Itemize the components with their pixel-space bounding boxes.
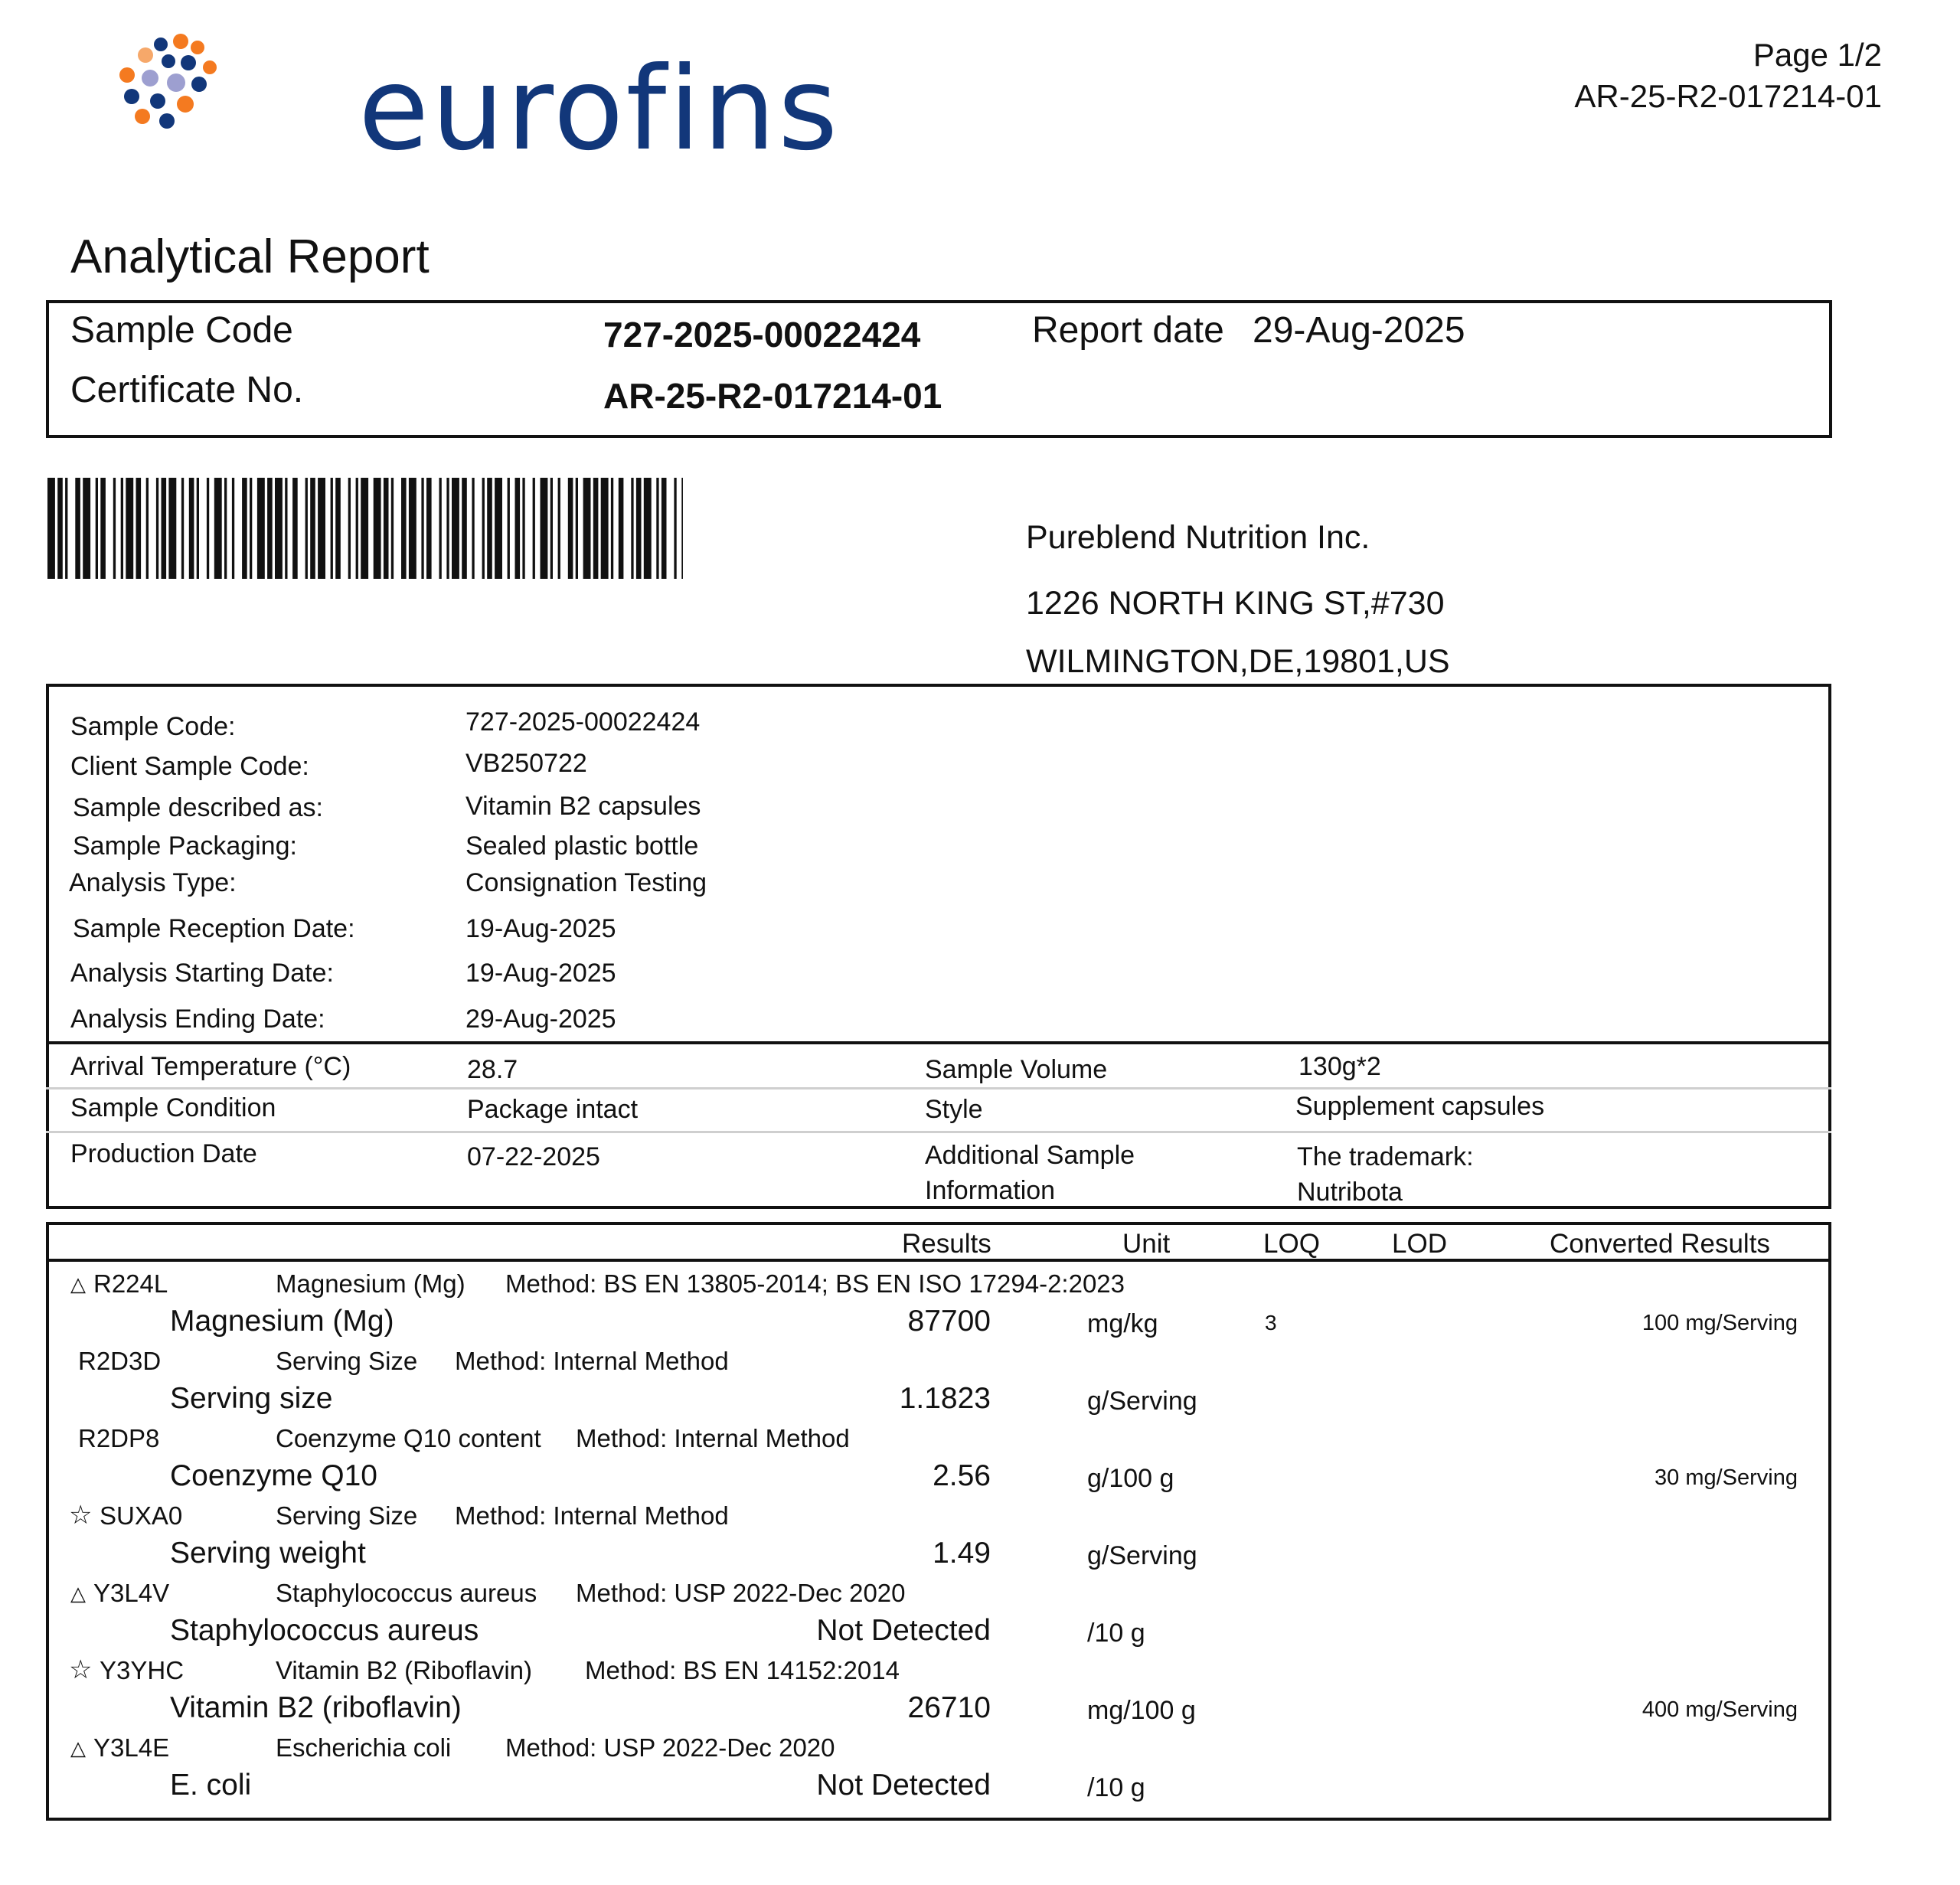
result-value: 1.1823	[899, 1382, 991, 1415]
production-date-value: 07-22-2025	[467, 1142, 600, 1171]
document-id: AR-25-R2-017214-01	[1574, 78, 1882, 114]
client-address-line1: 1226 NORTH KING ST,#730	[1026, 585, 1445, 622]
header-converted-results: Converted Results	[1550, 1229, 1770, 1259]
sample-condition-label: Sample Condition	[70, 1093, 276, 1122]
triangle-marker-icon: △	[70, 1736, 86, 1759]
sample-volume-value: 130g*2	[1298, 1052, 1381, 1081]
barcode-bar	[681, 478, 683, 579]
barcode-bar	[674, 478, 676, 579]
header-results: Results	[902, 1229, 991, 1259]
barcode-bar	[189, 478, 194, 579]
barcode-bar	[583, 478, 591, 579]
parameter-name: E. coli	[170, 1769, 252, 1802]
report-date-label: Report date	[1032, 310, 1224, 351]
triangle-marker-icon: △	[70, 1582, 86, 1605]
test-name: Escherichia coli	[276, 1733, 452, 1762]
info-label: Analysis Type:	[69, 868, 237, 897]
header-lod: LOD	[1392, 1229, 1447, 1259]
parameter-name: Serving size	[170, 1382, 333, 1415]
info-label: Sample Reception Date:	[73, 914, 355, 943]
converted-result: 400 mg/Serving	[1642, 1697, 1798, 1722]
barcode-bar	[384, 478, 389, 579]
arrival-temperature-value: 28.7	[467, 1055, 518, 1084]
barcode-bar	[146, 478, 149, 579]
result-unit: g/Serving	[1087, 1541, 1197, 1570]
result-value: 87700	[907, 1305, 991, 1338]
barcode-bar	[356, 478, 358, 579]
arrival-temperature-label: Arrival Temperature (°C)	[70, 1052, 351, 1081]
result-unit: /10 g	[1087, 1619, 1145, 1648]
test-code: Y3YHC	[100, 1656, 185, 1684]
info-label: Sample Code:	[70, 712, 236, 741]
client-address-line2: WILMINGTON,DE,19801,US	[1026, 643, 1450, 680]
style-label: Style	[925, 1095, 983, 1124]
test-method: Method: USP 2022-Dec 2020	[505, 1733, 835, 1762]
barcode-bar	[83, 478, 90, 579]
barcode-bar	[541, 478, 548, 579]
additional-info-value-2: Nutribota	[1297, 1178, 1403, 1207]
result-unit: /10 g	[1087, 1773, 1145, 1802]
parameter-name: Coenzyme Q10	[170, 1459, 377, 1492]
header-unit: Unit	[1122, 1229, 1171, 1259]
barcode-bar	[47, 478, 55, 579]
result-value: 2.56	[933, 1459, 991, 1492]
barcode-bar	[439, 478, 442, 579]
section-divider	[46, 1041, 1831, 1044]
barcode-bar	[113, 478, 116, 579]
barcode-bar	[611, 478, 613, 579]
production-date-label: Production Date	[70, 1139, 257, 1168]
test-code: SUXA0	[100, 1501, 183, 1530]
info-label: Client Sample Code:	[70, 752, 309, 781]
info-label: Analysis Ending Date:	[70, 1005, 325, 1034]
test-method: Method: BS EN 14152:2014	[585, 1656, 900, 1684]
test-name: Serving Size	[276, 1347, 418, 1375]
info-value: 19-Aug-2025	[466, 959, 616, 988]
test-name: Vitamin B2 (Riboflavin)	[276, 1656, 533, 1684]
result-unit: g/Serving	[1087, 1387, 1197, 1416]
barcode-bar	[305, 478, 308, 579]
info-value: 727-2025-00022424	[466, 707, 701, 737]
eurofins-logo-icon	[115, 31, 222, 138]
barcode-bar	[96, 478, 98, 579]
page-title: Analytical Report	[70, 230, 430, 283]
barcode-bar	[472, 478, 474, 579]
style-value: Supplement capsules	[1295, 1092, 1545, 1121]
report-date-value: 29-Aug-2025	[1253, 310, 1465, 351]
barcode-bar	[462, 478, 467, 579]
result-unit: mg/kg	[1087, 1309, 1158, 1338]
sample-code-value: 727-2025-00022424	[603, 315, 921, 354]
barcode-bar	[285, 478, 287, 579]
header-loq: LOQ	[1263, 1229, 1320, 1259]
parameter-name: Magnesium (Mg)	[170, 1305, 394, 1338]
test-name: Coenzyme Q10 content	[276, 1424, 541, 1452]
barcode-bar	[292, 478, 298, 579]
barcode-bar	[644, 478, 652, 579]
parameter-name: Vitamin B2 (riboflavin)	[170, 1691, 462, 1724]
info-label: Sample described as:	[73, 793, 323, 822]
barcode-bar	[331, 478, 333, 579]
barcode-bar	[162, 478, 167, 579]
barcode-bar	[515, 478, 521, 579]
barcode-bar	[446, 478, 449, 579]
barcode-bar	[533, 478, 535, 579]
test-method: Method: Internal Method	[455, 1501, 729, 1530]
converted-result: 100 mg/Serving	[1642, 1311, 1798, 1335]
test-method: Method: USP 2022-Dec 2020	[576, 1579, 906, 1607]
barcode-bar	[482, 478, 485, 579]
barcode-bar	[401, 478, 407, 579]
barcode-bar	[487, 478, 492, 579]
barcode-bar	[267, 478, 273, 579]
barcode-bar	[310, 478, 315, 579]
barcode-bar	[508, 478, 510, 579]
certificate-value: AR-25-R2-017214-01	[603, 376, 942, 416]
barcode-bar	[232, 478, 234, 579]
brand-wordmark: eurofins	[358, 43, 841, 176]
star-marker-icon: ☆	[69, 1655, 93, 1684]
additional-info-value: The trademark:	[1297, 1142, 1474, 1171]
info-value: 29-Aug-2025	[466, 1005, 616, 1034]
result-value: 26710	[907, 1691, 991, 1724]
converted-result: 30 mg/Serving	[1655, 1465, 1798, 1490]
result-value: 1.49	[933, 1537, 991, 1570]
barcode-bar	[568, 478, 573, 579]
barcode-bar	[409, 478, 416, 579]
barcode-bar	[197, 478, 199, 579]
test-method: Method: Internal Method	[455, 1347, 729, 1375]
barcode-bar	[156, 478, 158, 579]
barcode-bar	[100, 478, 106, 579]
certificate-label: Certificate No.	[70, 370, 304, 410]
info-value: VB250722	[466, 749, 587, 778]
test-name: Serving Size	[276, 1501, 418, 1530]
result-unit: g/100 g	[1087, 1464, 1174, 1493]
barcode-bar	[224, 478, 227, 579]
star-marker-icon: ☆	[69, 1501, 93, 1530]
info-value: Vitamin B2 capsules	[466, 792, 701, 821]
barcode-bar	[601, 478, 609, 579]
barcode-bar	[522, 478, 524, 579]
barcode-bar	[275, 478, 283, 579]
barcode-bar	[374, 478, 381, 579]
info-label: Sample Packaging:	[73, 831, 297, 861]
info-value: Consignation Testing	[466, 868, 707, 897]
barcode-bar	[136, 478, 142, 579]
barcode-bar	[126, 478, 133, 579]
parameter-name: Staphylococcus aureus	[170, 1614, 479, 1647]
result-unit: mg/100 g	[1087, 1696, 1196, 1725]
barcode-bar	[250, 478, 252, 579]
barcode-bar	[391, 478, 394, 579]
barcode-bar	[181, 478, 184, 579]
barcode-bar	[121, 478, 123, 579]
sample-code-label: Sample Code	[70, 310, 293, 351]
barcode-bar	[426, 478, 432, 579]
client-name: Pureblend Nutrition Inc.	[1026, 519, 1370, 556]
test-name: Magnesium (Mg)	[276, 1269, 466, 1298]
test-code: Y3L4V	[93, 1579, 170, 1607]
barcode-bar	[361, 478, 368, 579]
barcode-bar	[421, 478, 423, 579]
test-code: R2D3D	[78, 1347, 162, 1375]
result-value: Not Detected	[816, 1769, 991, 1802]
test-name: Staphylococcus aureus	[276, 1579, 537, 1607]
test-code: Y3L4E	[93, 1733, 170, 1762]
row-divider	[46, 1131, 1831, 1133]
barcode-bar	[452, 478, 459, 579]
sample-volume-label: Sample Volume	[925, 1055, 1108, 1084]
barcode-bar	[75, 478, 80, 579]
page-number: Page 1/2	[1753, 37, 1882, 73]
parameter-name: Serving weight	[170, 1537, 366, 1570]
barcode-bar	[558, 478, 560, 579]
barcode-bar	[207, 478, 209, 579]
eurofins-logo	[115, 31, 841, 176]
info-value: 19-Aug-2025	[466, 914, 616, 943]
additional-info-label: Additional Sample	[925, 1141, 1135, 1170]
barcode-bar	[65, 478, 67, 579]
barcode-bar	[318, 478, 325, 579]
barcode-bar	[619, 478, 624, 579]
barcode-bar	[242, 478, 247, 579]
sample-condition-value: Package intact	[467, 1095, 639, 1124]
barcode-bar	[214, 478, 222, 579]
barcode-bar	[656, 478, 658, 579]
barcode-bar	[662, 478, 667, 579]
test-method: Method: BS EN 13805-2014; BS EN ISO 17294-2:2023	[505, 1269, 1125, 1298]
barcode-bar	[348, 478, 351, 579]
barcode-image	[47, 478, 683, 579]
test-code: R224L	[93, 1269, 168, 1298]
row-divider	[46, 1087, 1831, 1090]
barcode-bar	[576, 478, 578, 579]
info-value: Sealed plastic bottle	[466, 831, 699, 861]
barcode-bar	[57, 478, 63, 579]
test-method: Method: Internal Method	[576, 1424, 850, 1452]
barcode-bar	[168, 478, 176, 579]
test-code: R2DP8	[78, 1424, 160, 1452]
summary-box	[46, 300, 1832, 438]
barcode-bar	[257, 478, 265, 579]
barcode-bar	[550, 478, 553, 579]
barcode-bar	[631, 478, 633, 579]
info-label: Analysis Starting Date:	[70, 959, 334, 988]
additional-info-label-2: Information	[925, 1176, 1056, 1205]
barcode-bar	[335, 478, 341, 579]
loq-value: 3	[1265, 1311, 1277, 1335]
barcode-bar	[636, 478, 642, 579]
barcode-bar	[593, 478, 599, 579]
barcode-bar	[495, 478, 502, 579]
triangle-marker-icon: △	[70, 1272, 86, 1295]
result-value: Not Detected	[816, 1614, 991, 1647]
